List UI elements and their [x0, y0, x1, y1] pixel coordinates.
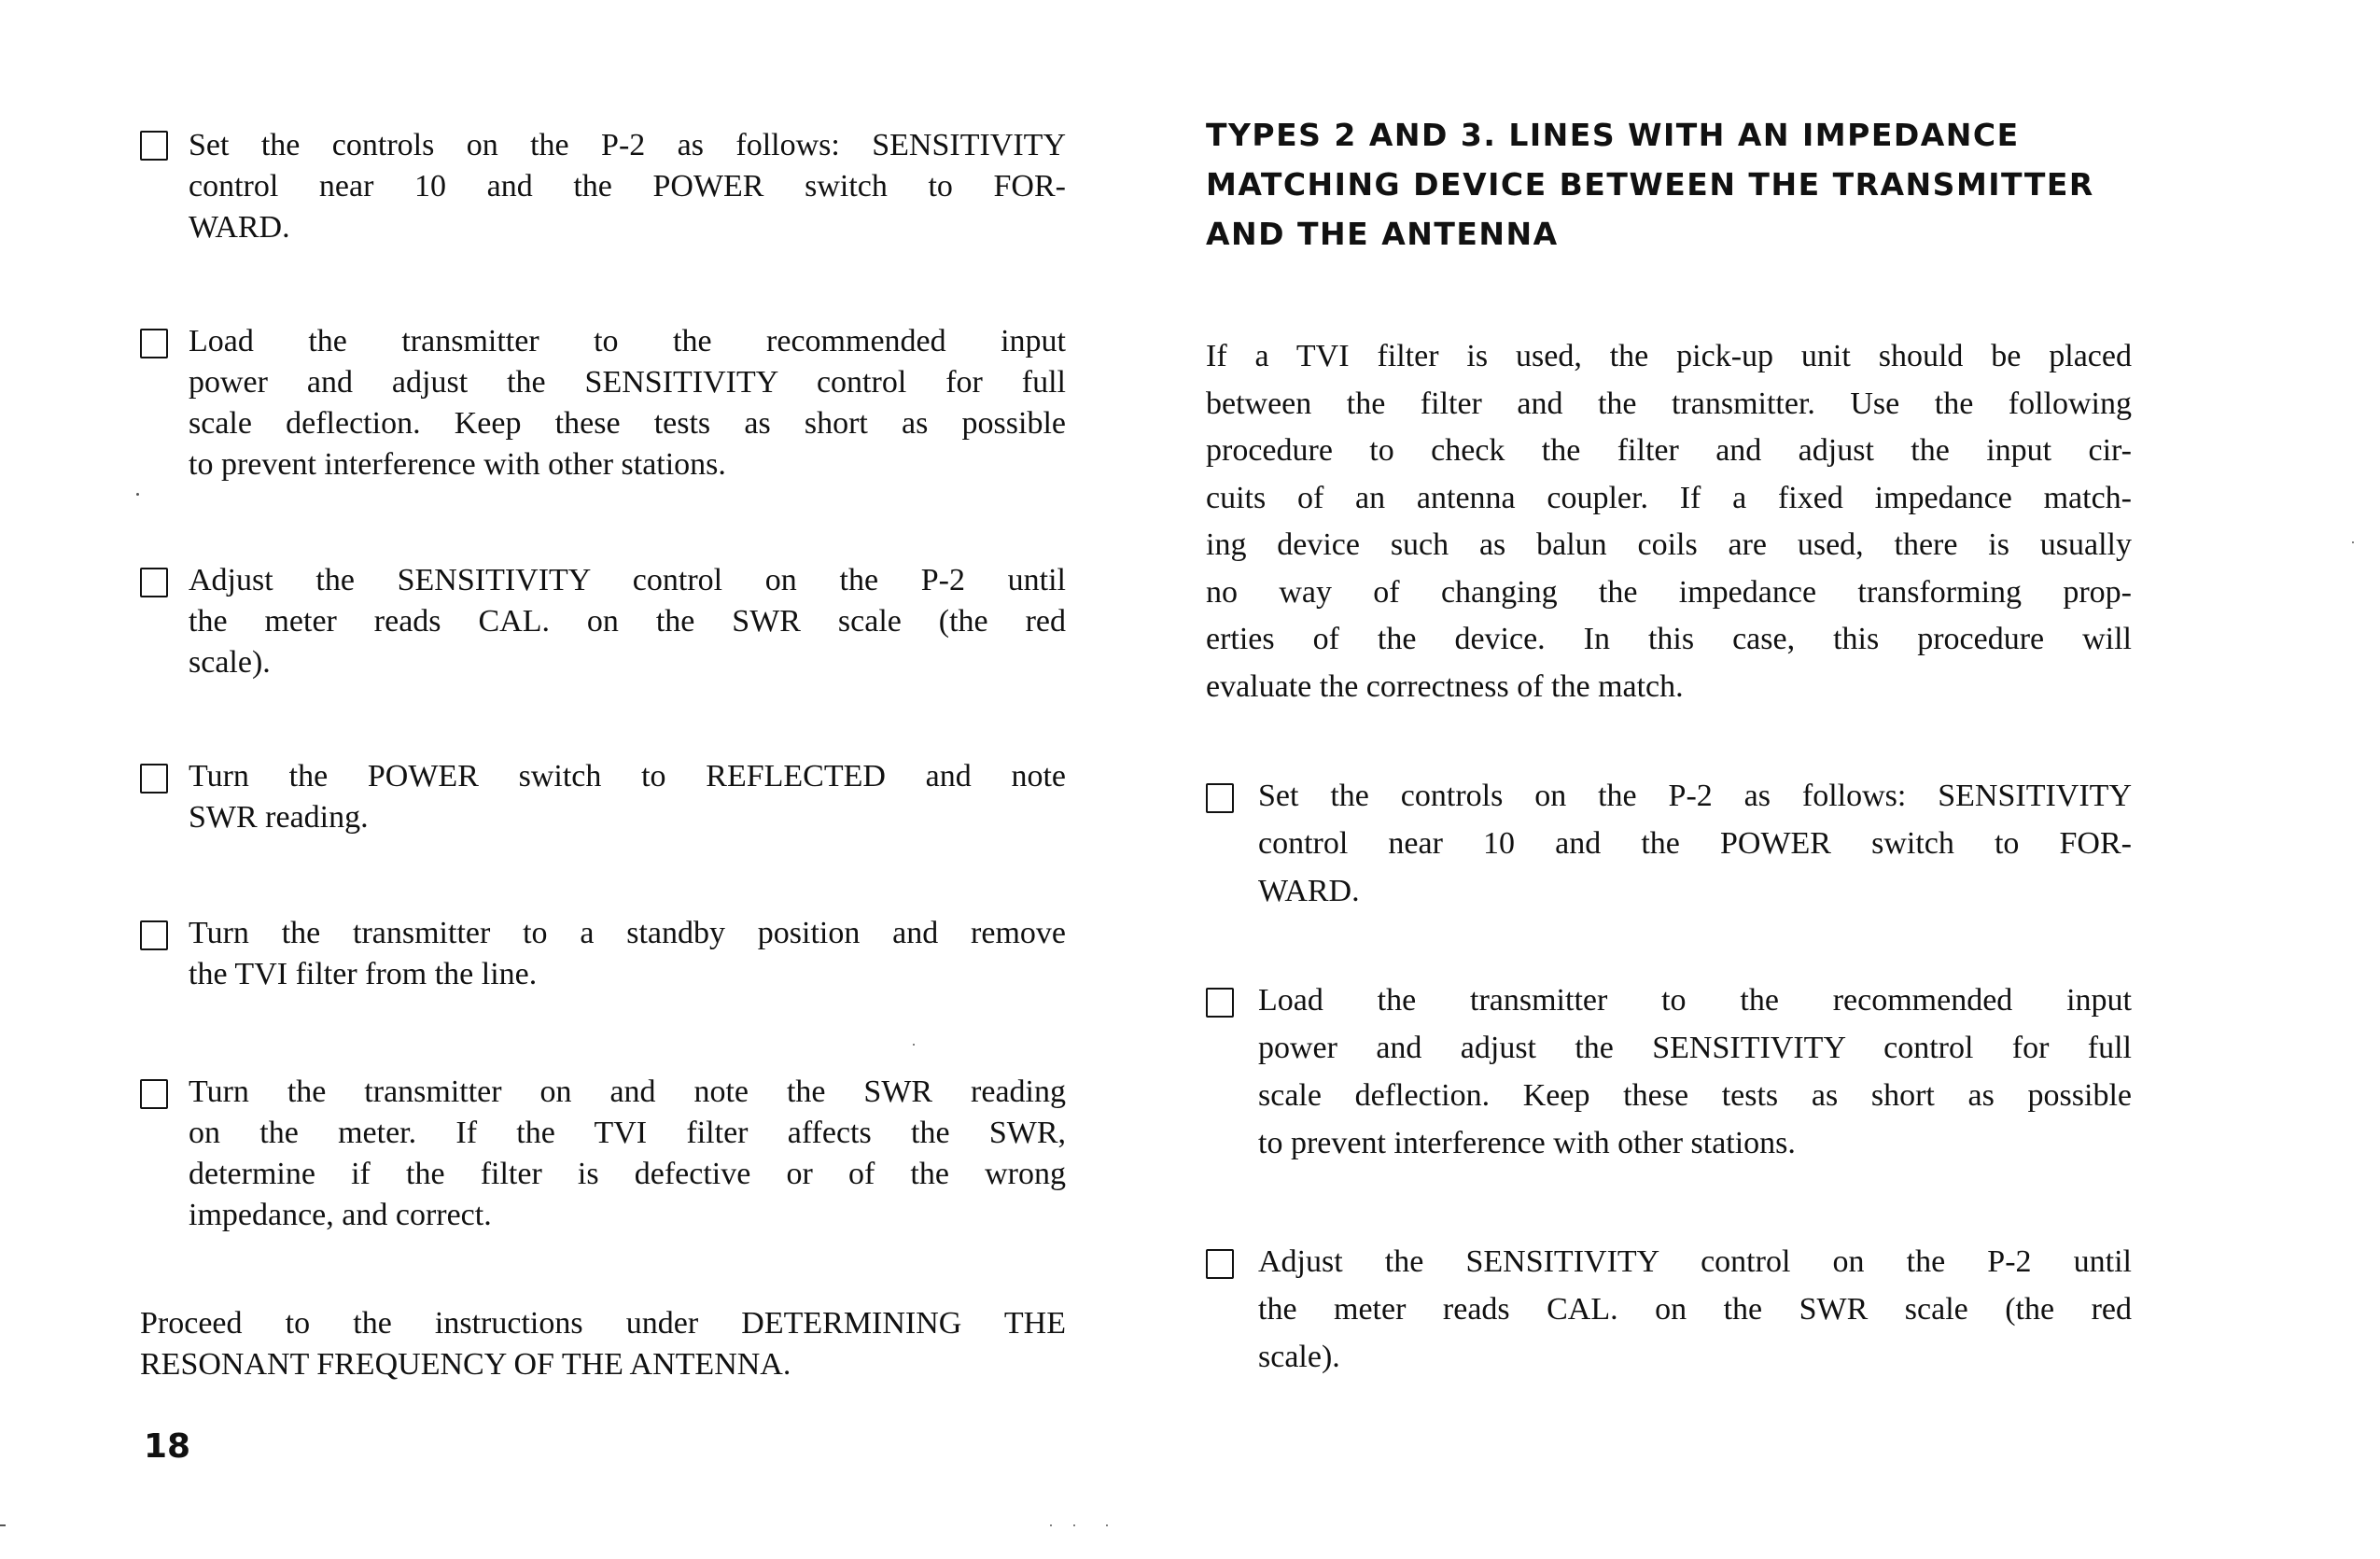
checkbox-icon[interactable]	[140, 1079, 168, 1109]
paragraph-line: no way of changing the impedance transforming prop-	[1206, 574, 2132, 610]
paragraph-line: RESONANT FREQUENCY OF THE ANTENNA.	[140, 1347, 791, 1382]
item-line: the TVI filter from the line.	[189, 957, 538, 991]
item-line: Adjust the SENSITIVITY control on the P-2 until	[1258, 1244, 2132, 1279]
paragraph-line: procedure to check the filter and adjust the input cir-	[1206, 433, 2132, 468]
checkbox-icon[interactable]	[1206, 1249, 1234, 1279]
checkbox-icon[interactable]	[1206, 783, 1234, 813]
paragraph-line: evaluate the correctness of the match.	[1206, 668, 1684, 704]
item-line: to prevent interference with other stations.	[1258, 1126, 1796, 1160]
item-line: control near 10 and the POWER switch to FOR-	[1258, 826, 2132, 861]
item-line: to prevent interference with other stations.	[189, 447, 726, 482]
item-line: WARD.	[1258, 874, 1360, 908]
checkbox-icon[interactable]	[140, 764, 168, 794]
scan-speck	[1106, 1524, 1108, 1526]
heading-line: AND THE ANTENNA	[1206, 216, 1559, 252]
paragraph-line: erties of the device. In this case, this procedure will	[1206, 622, 2132, 656]
checkbox-icon[interactable]	[1206, 988, 1234, 1018]
item-line: Set the controls on the P-2 as follows: SENSITIVITY	[1258, 779, 2132, 813]
paragraph-line: between the filter and the transmitter. Use the following	[1206, 386, 2132, 421]
checkbox-icon[interactable]	[140, 920, 168, 950]
scan-speck	[0, 1524, 6, 1526]
scan-speck	[2352, 541, 2354, 543]
paragraph-line: cuits of an antenna coupler. If a fixed impedance match-	[1206, 480, 2132, 515]
item-line: Load the transmitter to the recommended input	[1258, 983, 2132, 1018]
item-line: WARD.	[189, 210, 290, 245]
section-heading	[1206, 110, 2132, 259]
closing-paragraph	[140, 1303, 1066, 1385]
scan-speck	[913, 1044, 915, 1046]
item-line: Set the controls on the P-2 as follows: SENSITIVITY	[189, 128, 1066, 162]
heading-line: MATCHING DEVICE BETWEEN THE TRANSMITTER	[1206, 166, 2094, 203]
item-line: power and adjust the SENSITIVITY control for full	[189, 365, 1066, 400]
checkbox-icon[interactable]	[140, 329, 168, 358]
item-line: on the meter. If the TVI filter affects the SWR,	[189, 1116, 1066, 1150]
item-line: determine if the filter is defective or of the wrong	[189, 1157, 1066, 1191]
scan-speck	[1050, 1524, 1052, 1526]
item-line: Load the transmitter to the recommended input	[189, 324, 1066, 358]
item-line: Adjust the SENSITIVITY control on the P-2 until	[189, 563, 1066, 597]
item-line: SWR reading.	[189, 800, 369, 835]
checkbox-icon[interactable]	[140, 131, 168, 161]
item-line: Turn the POWER switch to REFLECTED and note	[189, 759, 1066, 794]
item-line: the meter reads CAL. on the SWR scale (the red	[1258, 1292, 2132, 1327]
item-line: scale deflection. Keep these tests as short as possible	[189, 406, 1066, 441]
item-line: scale).	[1258, 1340, 1340, 1374]
item-line: Turn the transmitter on and note the SWR reading	[189, 1074, 1066, 1109]
page-number: 18	[144, 1427, 191, 1466]
item-line: power and adjust the SENSITIVITY control for full	[1258, 1031, 2132, 1065]
paragraph-line: Proceed to the instructions under DETERMINING THE	[140, 1306, 1066, 1341]
item-line: Turn the transmitter to a standby position and remove	[189, 916, 1066, 950]
item-line: impedance, and correct.	[189, 1198, 492, 1232]
paragraph-line: ing device such as balun coils are used, there is usually	[1206, 527, 2132, 562]
item-line: the meter reads CAL. on the SWR scale (the red	[189, 604, 1066, 639]
item-line: scale deflection. Keep these tests as short as possible	[1258, 1078, 2132, 1113]
scan-speck	[1073, 1524, 1075, 1526]
item-line: control near 10 and the POWER switch to FOR-	[189, 169, 1066, 204]
checkbox-icon[interactable]	[140, 568, 168, 597]
intro-paragraph	[1206, 333, 2132, 710]
item-line: scale).	[189, 645, 271, 680]
heading-line: TYPES 2 AND 3. LINES WITH AN IMPEDANCE	[1206, 117, 2020, 153]
scan-speck	[136, 493, 139, 496]
paragraph-line: If a TVI filter is used, the pick-up unit should be placed	[1206, 339, 2132, 373]
